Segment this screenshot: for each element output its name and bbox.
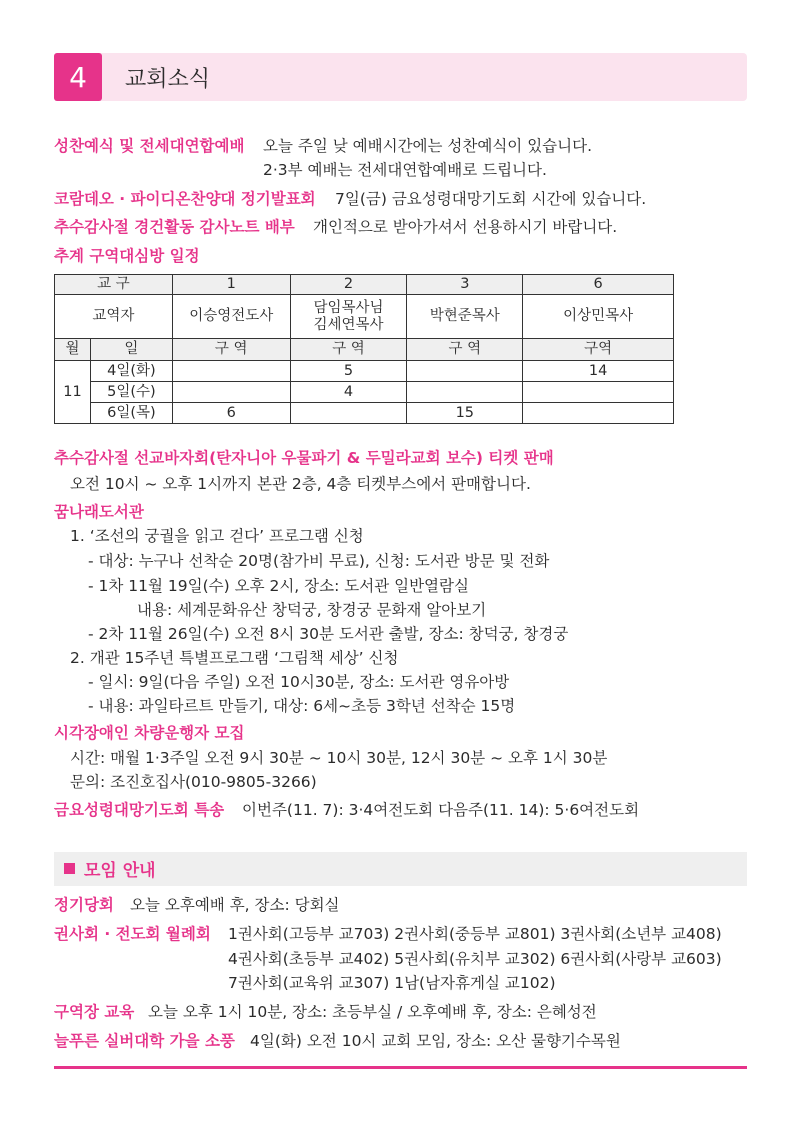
bazaar-title: 추수감사절 선교바자회(탄자니아 우물파기 & 두밀라교회 보수) 티켓 판매 (54, 449, 554, 467)
area-cell (290, 403, 407, 424)
minister-cell: 이상민목사 (523, 295, 674, 339)
day-cell: 6일(목) (90, 403, 172, 424)
friday-text: 이번주(11. 7): 3·4여전도회 다음주(11. 14): 5·6여전도회 (242, 801, 640, 819)
area-cell (172, 361, 290, 382)
bazaar-text: 오전 10시 ~ 오후 1시까지 본관 2층, 4층 티켓부스에서 판매합니다. (70, 475, 531, 493)
leader-title: 구역장 교육 (54, 1003, 135, 1021)
area-header: 구 역 (172, 339, 290, 361)
meetings-title: 모임 안내 (84, 861, 156, 881)
regular-title: 정기당회 (54, 896, 114, 914)
table-row (55, 339, 674, 361)
minister-cell: 박현준목사 (407, 295, 523, 339)
day-header: 일 (90, 339, 172, 361)
day-cell: 5일(수) (90, 382, 172, 403)
area-cell: 5 (290, 361, 407, 382)
district-cell: 6 (523, 275, 674, 295)
area-cell: 14 (523, 361, 674, 382)
library-line: 2. 개관 15주년 특별프로그램 ‘그림책 세상’ 신청 (70, 649, 399, 667)
day-cell: 4일(화) (90, 361, 172, 382)
table-row (55, 382, 674, 403)
page-title: 교회소식 (125, 67, 211, 92)
christmas-line1: 오늘 주일 낮 예배시간에는 성찬예식이 있습니다. (263, 137, 593, 155)
monthly-line: 7권사회(교육위 교307) 1남(남자휴게실 교102) (228, 974, 556, 992)
choir-text: 7일(금) 금요성령대망기도회 시간에 있습니다. (335, 190, 647, 208)
square-bullet-icon (64, 863, 75, 874)
district-cell: 1 (172, 275, 290, 295)
minister-cell: 담임목사님 김세연목사 (290, 295, 407, 339)
choir-title: 코람데오 · 파이디온찬양대 정기발표회 (54, 190, 316, 208)
table-row (55, 275, 674, 295)
friday-title: 금요성령대망기도회 특송 (54, 801, 225, 819)
area-header: 구 역 (407, 339, 523, 361)
district-cell: 3 (407, 275, 523, 295)
minister-header: 교역자 (55, 295, 173, 339)
area-cell (407, 382, 523, 403)
library-line: - 내용: 과일타르트 만들기, 대상: 6세~초등 3학년 선착순 15명 (88, 697, 516, 715)
area-header: 구 역 (290, 339, 407, 361)
bottom-divider (54, 1066, 747, 1069)
minister-cell: 이승영전도사 (172, 295, 290, 339)
area-cell: 4 (290, 382, 407, 403)
christmas-line2: 2·3부 예배는 전세대연합예배로 드립니다. (263, 161, 547, 179)
senior-title: 늘푸른 실버대학 가을 소풍 (54, 1032, 235, 1050)
meetings-header-bar (54, 852, 747, 886)
table-row (55, 295, 674, 339)
library-line: - 2차 11월 26일(수) 오전 8시 30분 도서관 출발, 장소: 창덕궁, 창경궁 (88, 625, 569, 643)
area-header: 구역 (523, 339, 674, 361)
monthly-line: 4권사회(초등부 교402) 5권사회(유치부 교302) 6권사회(사랑부 교603) (228, 950, 722, 968)
note-text: 개인적으로 받아가셔서 선용하시기 바랍니다. (313, 218, 618, 236)
leader-text: 오늘 오후 1시 10분, 장소: 초등부실 / 오후예배 후, 장소: 은혜성전 (148, 1003, 597, 1021)
monthly-title: 권사회 · 전도회 월례회 (54, 925, 211, 943)
area-cell: 6 (172, 403, 290, 424)
library-title: 꿈나래도서관 (54, 503, 144, 521)
driver-line: 시간: 매월 1·3주일 오전 9시 30분 ~ 10시 30분, 12시 30분 ~ 오후 1시 30분 (70, 749, 608, 767)
table-row (55, 361, 674, 382)
christmas-title: 성찬예식 및 전세대연합예배 (54, 137, 245, 155)
library-line: 내용: 세계문화유산 창덕궁, 창경궁 문화재 알아보기 (137, 601, 487, 619)
month-cell: 11 (55, 361, 91, 424)
driver-line: 문의: 조진호집사(010-9805-3266) (70, 773, 317, 791)
visit-schedule-table (54, 274, 674, 424)
area-cell: 15 (407, 403, 523, 424)
library-line: - 일시: 9일(다음 주일) 오전 10시30분, 장소: 도서관 영유아방 (88, 673, 510, 691)
district-header: 교 구 (55, 275, 173, 295)
driver-title: 시각장애인 차량운행자 모집 (54, 724, 245, 742)
library-line: - 대상: 누구나 선착순 20명(참가비 무료), 신청: 도서관 방문 및 전화 (88, 552, 550, 570)
monthly-line: 1권사회(고등부 교703) 2권사회(중등부 교801) 3권사회(소년부 교408) (228, 925, 722, 943)
area-cell (172, 382, 290, 403)
section-number: 4 (54, 53, 102, 101)
note-title: 추수감사절 경건활동 감사노트 배부 (54, 218, 295, 236)
library-line: 1. ‘조선의 궁궐을 읽고 걷다’ 프로그램 신청 (70, 527, 364, 545)
area-cell (407, 361, 523, 382)
district-cell: 2 (290, 275, 407, 295)
visit-title: 추계 구역대심방 일정 (54, 247, 200, 265)
senior-text: 4일(화) 오전 10시 교회 모임, 장소: 오산 물향기수목원 (250, 1032, 621, 1050)
area-cell (523, 382, 674, 403)
area-cell (523, 403, 674, 424)
table-row (55, 403, 674, 424)
regular-text: 오늘 오후예배 후, 장소: 당회실 (130, 896, 340, 914)
month-header: 월 (55, 339, 91, 361)
library-line: - 1차 11월 19일(수) 오후 2시, 장소: 도서관 일반열람실 (88, 577, 469, 595)
